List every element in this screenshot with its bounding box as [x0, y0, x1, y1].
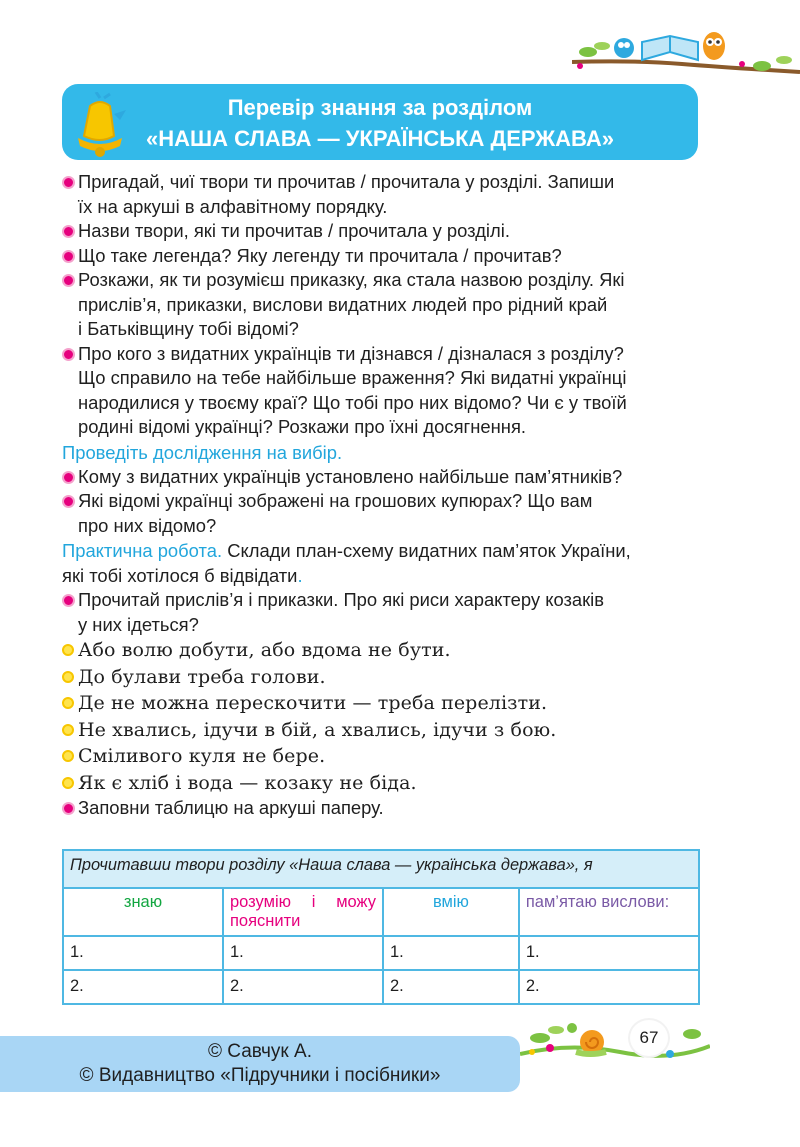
practical-text: які тобі хотілося б відвідати: [62, 565, 298, 586]
question-text: Про кого з видатних українців ти дізнався / дізналася з розділу?: [78, 342, 624, 364]
bullet-icon: [62, 495, 75, 508]
list-item: [62, 796, 702, 821]
proverb-item: [62, 637, 702, 664]
proverb-text: Не хвались, ідучи в бій, а хвались, ідучи з бою.: [78, 718, 557, 741]
practical-label: Практична робота.: [62, 540, 223, 561]
bullet-icon: [62, 724, 74, 736]
practical-text: Склади план-схему видатних пам’яток України,: [222, 540, 631, 561]
proverbs-task-text: Прочитай прислів’я і приказки. Про які риси характеру козаків: [78, 589, 605, 610]
proverb-item: [62, 664, 702, 691]
list-item: [62, 244, 702, 269]
bullet-icon: [62, 671, 74, 683]
list-item: [62, 465, 702, 490]
bullet-icon: [62, 697, 74, 709]
question-text: Назви твори, які ти прочитав / прочитала у розділі.: [78, 220, 510, 241]
table-header-remember: пам’ятаю вислови:: [519, 888, 699, 936]
proverb-item: [62, 743, 702, 770]
question-text: Що справило на тебе найбільше враження? Які видатні українці: [78, 367, 627, 388]
section-title-line2: «НАША СЛАВА — УКРАЇНСЬКА ДЕРЖАВА»: [146, 126, 614, 151]
table-cell: 1.: [63, 936, 223, 970]
proverb-text: До булави треба голови.: [78, 665, 326, 688]
bullet-icon: [62, 250, 75, 263]
list-item: [62, 170, 702, 219]
bullet-icon: [62, 471, 75, 484]
proverb-text: Сміливого куля не бере.: [78, 745, 326, 767]
proverb-text: Як є хліб і вода — козаку не біда.: [78, 771, 417, 794]
table-cell: 2.: [223, 970, 383, 1004]
list-item: [62, 219, 702, 244]
bullet-icon: [62, 274, 75, 287]
bullet-icon: [62, 802, 75, 815]
table-header-understand: розумію і можу пояснити: [223, 888, 383, 936]
copyright-publisher: © Видавництво «Підручники і посібники»: [79, 1065, 441, 1086]
bullet-icon: [62, 225, 75, 238]
question-text: народилися у твоєму краї? Що тобі про них відомо? Чи є у твоїй: [78, 391, 627, 413]
question-text: і Батьківщину тобі відомі?: [78, 318, 299, 339]
research-question: Які відомі українці зображені на грошових купюрах? Що вам: [78, 490, 593, 511]
table-row: [63, 970, 699, 1004]
bullet-icon: [62, 777, 74, 789]
question-text: Пригадай, чиї твори ти прочитав / прочитала у розділі. Запиши: [78, 171, 615, 192]
table-caption: Прочитавши твори розділу «Наша слава — українська держава», я: [63, 850, 699, 888]
question-text: Що таке легенда? Яку легенду ти прочитала / прочитав?: [78, 244, 562, 266]
table-cell: 1.: [383, 936, 519, 970]
bullet-icon: [62, 176, 75, 189]
research-question: про них відомо?: [78, 514, 217, 536]
table-cell: 2.: [383, 970, 519, 1004]
proverb-item: [62, 690, 702, 717]
question-text: їх на аркуші в алфавітному порядку.: [78, 195, 388, 217]
bullet-icon: [62, 348, 75, 361]
copyright-text: [0, 1040, 520, 1088]
bell-icon: [70, 92, 132, 162]
table-cell: 2.: [519, 970, 699, 1004]
table-header-can: вмію: [383, 888, 519, 936]
question-text: прислів’я, приказки, вислови видатних людей про рідний край: [78, 293, 608, 315]
proverb-text: Або волю добути, або вдома не бути.: [78, 639, 451, 661]
table-task-text: Заповни таблицю на аркуші паперу.: [78, 797, 384, 818]
table-cell: 1.: [223, 936, 383, 970]
practical-task: [62, 538, 702, 588]
table-row: [63, 936, 699, 970]
list-item: [62, 268, 702, 342]
branch-birds-book-illustration: [572, 22, 800, 82]
section-title-line1: Перевір знання за розділом: [227, 95, 533, 120]
table-cell: 2.: [63, 970, 223, 1004]
worksheet-table: [62, 849, 700, 1005]
bullet-icon: [62, 750, 74, 762]
bullet-icon: [62, 644, 74, 656]
snail-flowers-illustration: [520, 1002, 710, 1064]
copyright-author: © Савчук А.: [208, 1041, 312, 1062]
proverb-text: Де не можна перескочити — треба перелізти.: [78, 692, 548, 714]
research-question: Кому з видатних українців установлено найбільше пам’ятників?: [78, 465, 623, 487]
table-cell: 1.: [519, 936, 699, 970]
question-text: Розкажи, як ти розумієш приказку, яка стала назвою розділу. Які: [78, 269, 625, 290]
list-item: [62, 588, 702, 637]
proverb-item: [62, 717, 702, 744]
list-item: [62, 489, 702, 538]
table-header-know: знаю: [63, 888, 223, 936]
question-text: родині відомі українці? Розкажи про їхні досягнення.: [78, 416, 527, 437]
review-questions: [62, 170, 702, 821]
section-title: [130, 92, 630, 154]
proverbs-task-text: у них ідеться?: [78, 613, 199, 635]
proverb-item: [62, 770, 702, 797]
page-number: 67: [628, 1018, 670, 1058]
list-item: [62, 342, 702, 440]
practical-dot: .: [297, 565, 303, 586]
bullet-icon: [62, 594, 75, 607]
research-heading: Проведіть дослідження на вибір.: [62, 441, 343, 463]
